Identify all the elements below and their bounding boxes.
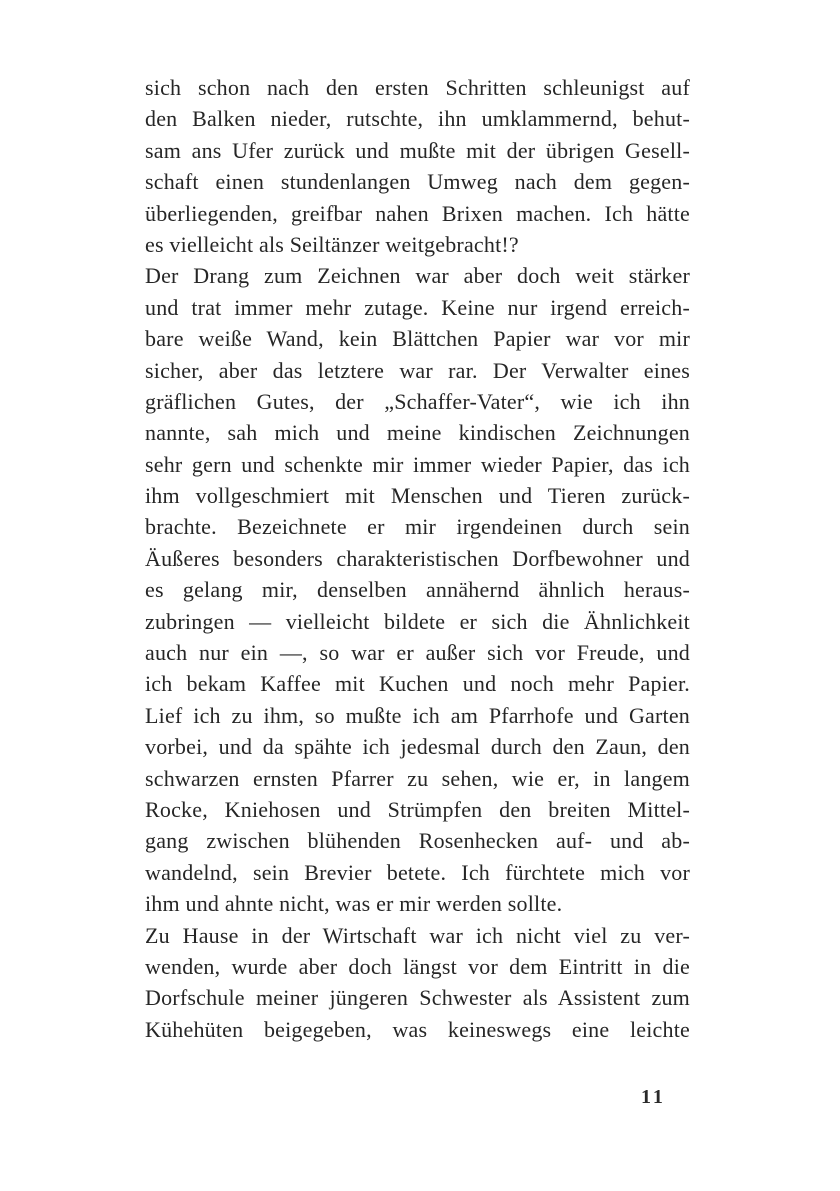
text-line: gang zwischen blühenden Rosenhecken auf- und ab- (145, 828, 690, 854)
text-line: bare weiße Wand, kein Blättchen Papier war vor mir (145, 326, 690, 352)
text-line: ihm und ahnte nicht, was er mir werden sollte. (145, 891, 563, 917)
text-line: vorbei, und da spähte ich jedesmal durch den Zaun, den (145, 734, 690, 760)
text-line: wandelnd, sein Brevier betete. Ich fürchtete mich vor (145, 859, 690, 885)
text-line: es vielleicht als Seiltänzer weitgebracht!? (145, 231, 519, 257)
page-number: 11 (641, 1086, 666, 1108)
text-line: Zu Hause in der Wirtschaft war ich nicht viel zu ver- (145, 922, 690, 948)
text-line: gräflichen Gutes, der „Schaffer-Vater“, wie ich ihn (145, 388, 690, 414)
text-line: schaft einen stundenlangen Umweg nach dem gegen- (145, 169, 690, 195)
text-line: sicher, aber das letztere war rar. Der Verwalter eines (145, 357, 690, 383)
text-line: Äußeres besonders charakteristischen Dorfbewohner und (145, 545, 690, 571)
text-line: ich bekam Kaffee mit Kuchen und noch mehr Papier. (145, 671, 690, 697)
text-line: nannte, sah mich und meine kindischen Zeichnungen (145, 420, 690, 446)
body-text (145, 72, 690, 1045)
text-line: auch nur ein —, so war er außer sich vor Freude, und (145, 640, 690, 666)
text-line: sich schon nach den ersten Schritten schleunigst auf (145, 75, 690, 100)
text-line: es gelang mir, denselben annähernd ähnlich heraus- (145, 577, 690, 603)
text-line: Dorfschule meiner jüngeren Schwester als Assistent zum (145, 985, 690, 1011)
text-line: sam ans Ufer zurück und mußte mit der übrigen Gesell- (145, 137, 690, 163)
text-line: Der Drang zum Zeichnen war aber doch weit stärker (145, 263, 690, 289)
text-line: Kühehüten beigegeben, was keineswegs eine leichte (145, 1016, 690, 1042)
text-line: brachte. Bezeichnete er mir irgendeinen durch sein (145, 514, 690, 540)
text-line: ihm vollgeschmiert mit Menschen und Tieren zurück- (145, 483, 690, 509)
text-line: wenden, wurde aber doch längst vor dem Eintritt in die (145, 953, 690, 979)
text-line: überliegenden, greifbar nahen Brixen machen. Ich hätte (145, 200, 690, 226)
text-line: Rocke, Kniehosen und Strümpfen den breiten Mittel- (145, 796, 690, 822)
text-line: sehr gern und schenkte mir immer wieder Papier, das ich (145, 451, 690, 477)
text-line: schwarzen ernsten Pfarrer zu sehen, wie er, in langem (145, 765, 690, 791)
text-line: Lief ich zu ihm, so mußte ich am Pfarrhofe und Garten (145, 702, 690, 728)
text-line: den Balken nieder, rutschte, ihn umklammernd, behut- (145, 106, 690, 132)
text-line: zubringen — vielleicht bildete er sich die Ähnlichkeit (145, 608, 690, 634)
text-line: und trat immer mehr zutage. Keine nur irgend erreich- (145, 294, 690, 320)
